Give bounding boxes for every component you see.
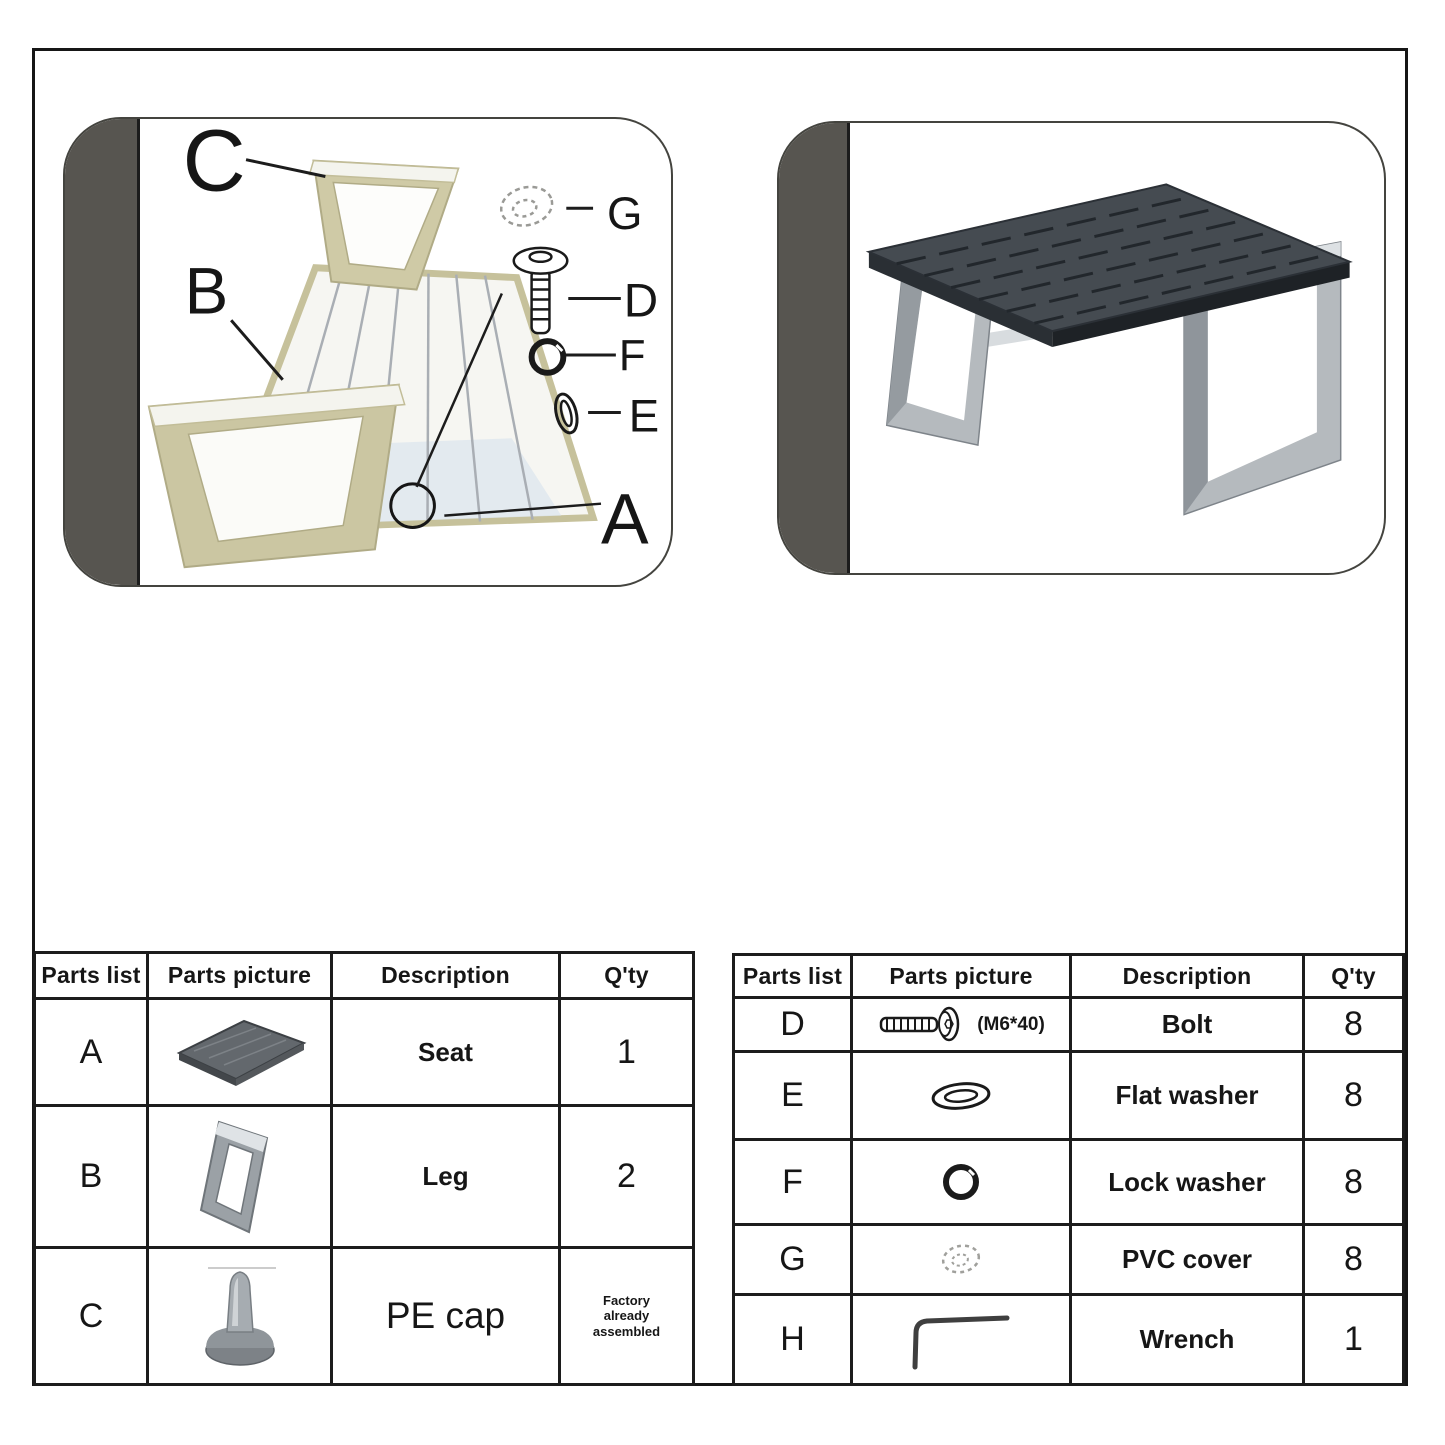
part-qty-g: 8: [1305, 1226, 1402, 1296]
part-description-b: Leg: [333, 1107, 561, 1249]
part-qty-b: 2: [561, 1107, 692, 1249]
assembled-table-photo: [779, 123, 1384, 573]
exploded-view-panel: [63, 117, 673, 587]
col-header-parts-list: Parts list: [735, 956, 853, 999]
col-header-parts-picture: Parts picture: [853, 956, 1072, 999]
part-qty-c-note: Factory already assembled: [592, 1292, 661, 1339]
part-id-e: E: [735, 1053, 853, 1141]
label-part-c: C: [182, 119, 246, 210]
lock-washer-icon: [938, 1159, 984, 1205]
bolt-size-note: (M6*40): [977, 1013, 1045, 1035]
part-picture-a: [149, 1000, 333, 1107]
seat-icon: [164, 1013, 316, 1091]
wrench-icon: [903, 1309, 1019, 1371]
bolt-icon: [877, 1004, 969, 1046]
part-id-g: G: [735, 1226, 853, 1296]
part-id-a: A: [36, 1000, 149, 1107]
part-qty-a: 1: [561, 1000, 692, 1107]
part-id-d: D: [735, 999, 853, 1053]
part-id-h: H: [735, 1296, 853, 1383]
label-part-b: B: [184, 254, 229, 328]
part-qty-f: 8: [1305, 1141, 1402, 1226]
part-picture-c: [149, 1249, 333, 1383]
label-hardware-d: D: [623, 274, 659, 328]
part-id-b: B: [36, 1107, 149, 1249]
col-header-description: Description: [1072, 956, 1305, 999]
part-picture-h: [853, 1296, 1072, 1383]
part-description-f: Lock washer: [1072, 1141, 1305, 1226]
part-description-c: PE cap: [333, 1249, 561, 1383]
part-qty-e: 8: [1305, 1053, 1402, 1141]
part-description-a: Seat: [333, 1000, 561, 1107]
label-part-a: A: [600, 479, 649, 560]
part-picture-b: [149, 1107, 333, 1249]
pe-cap-icon: [190, 1260, 290, 1372]
label-hardware-f: F: [618, 331, 646, 380]
leg-icon: [185, 1112, 295, 1242]
part-picture-d: [853, 999, 1072, 1053]
part-description-g: PVC cover: [1072, 1226, 1305, 1296]
part-picture-e: [853, 1053, 1072, 1141]
part-id-f: F: [735, 1141, 853, 1226]
pvc-cover-sketch: [497, 182, 556, 231]
part-description-d: Bolt: [1072, 999, 1305, 1053]
parts-table-left: [33, 951, 695, 1386]
col-header-qty: Q'ty: [561, 954, 692, 1000]
col-header-parts-list: Parts list: [36, 954, 149, 1000]
part-qty-h: 1: [1305, 1296, 1402, 1383]
pvc-cover-icon: [935, 1239, 987, 1281]
part-qty-c: [561, 1249, 692, 1383]
part-description-h: Wrench: [1072, 1296, 1305, 1383]
col-header-description: Description: [333, 954, 561, 1000]
part-qty-d: 8: [1305, 999, 1402, 1053]
flat-washer-icon: [925, 1076, 997, 1116]
assembled-view-panel: [777, 121, 1386, 575]
label-hardware-g: G: [606, 188, 643, 240]
col-header-qty: Q'ty: [1305, 956, 1402, 999]
part-picture-f: [853, 1141, 1072, 1226]
part-picture-g: [853, 1226, 1072, 1296]
part-id-c: C: [36, 1249, 149, 1383]
part-description-e: Flat washer: [1072, 1053, 1305, 1141]
exploded-table-photo: [65, 119, 671, 585]
parts-table-right: [732, 953, 1405, 1386]
leg-frame-b-photo: [149, 385, 405, 567]
label-hardware-e: E: [628, 390, 660, 442]
col-header-parts-picture: Parts picture: [149, 954, 333, 1000]
